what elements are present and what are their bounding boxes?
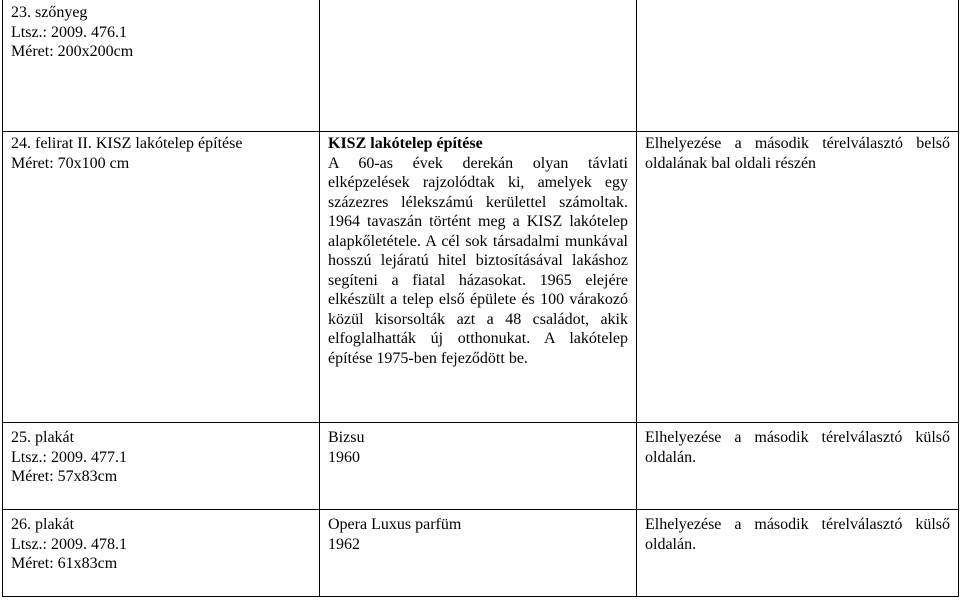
exhibit-table	[2, 0, 959, 597]
placement-text: Elhelyezése a második térelválasztó külső oldalán.	[645, 516, 950, 553]
item-size: Méret: 200x200cm	[11, 43, 134, 60]
placement-cell	[637, 510, 959, 597]
item-size: Méret: 70x100 cm	[11, 154, 130, 172]
description-cell	[320, 132, 637, 423]
item-title: 23. szőnyeg	[11, 4, 88, 21]
item-size: Méret: 57x83cm	[11, 468, 118, 485]
item-title: 26. plakát	[11, 516, 75, 533]
item-info-cell	[3, 0, 320, 132]
item-info-cell	[3, 132, 320, 423]
placement-cell	[637, 132, 959, 423]
table-row	[3, 510, 959, 597]
inventory-number: Ltsz.: 2009. 476.1	[11, 23, 127, 41]
description-text: A 60-as évek derekán olyan távlati elképzelések rajzolódtak ki, amelyek egy százezres lélekszámú kerülettel számoltak. 1964 tavaszán történt meg a KISZ lakótelep alapkőletétele. A cél sok társadalmi munkával hosszú lejáratú hitel biztosításával lakáshoz segíteni a fiatal házasokat. 1965 elejére elkészült a telep első épülete és 100 várakozó közül kisorsolták azt a 48 családot, akik elfoglalhatták új otthonukat. A lakótelep építése 1975-ben fejeződött be.	[328, 154, 628, 367]
inventory-number: Ltsz.: 2009. 478.1	[11, 535, 127, 553]
item-info-cell	[3, 423, 320, 510]
description-cell	[320, 0, 637, 132]
poster-year: 1960	[328, 448, 360, 466]
description-cell	[320, 423, 637, 510]
table-row	[3, 0, 959, 132]
placement-text: Elhelyezése a második térelválasztó külső oldalán.	[645, 429, 950, 466]
item-info-cell	[3, 510, 320, 597]
placement-cell	[637, 423, 959, 510]
table-row	[3, 132, 959, 423]
table-row	[3, 423, 959, 510]
item-size: Méret: 61x83cm	[11, 555, 118, 572]
poster-title: Bizsu	[328, 429, 365, 446]
item-title: 25. plakát	[11, 429, 75, 446]
poster-year: 1962	[328, 535, 360, 553]
description-cell	[320, 510, 637, 597]
placement-text: Elhelyezése a második térelválasztó belső oldalának bal oldali részén	[645, 135, 950, 172]
description-title: KISZ lakótelep építése	[328, 135, 483, 152]
placement-cell	[637, 0, 959, 132]
item-title: 24. felirat II. KISZ lakótelep építése	[11, 135, 243, 152]
poster-title: Opera Luxus parfüm	[328, 516, 462, 533]
inventory-number: Ltsz.: 2009. 477.1	[11, 448, 127, 466]
